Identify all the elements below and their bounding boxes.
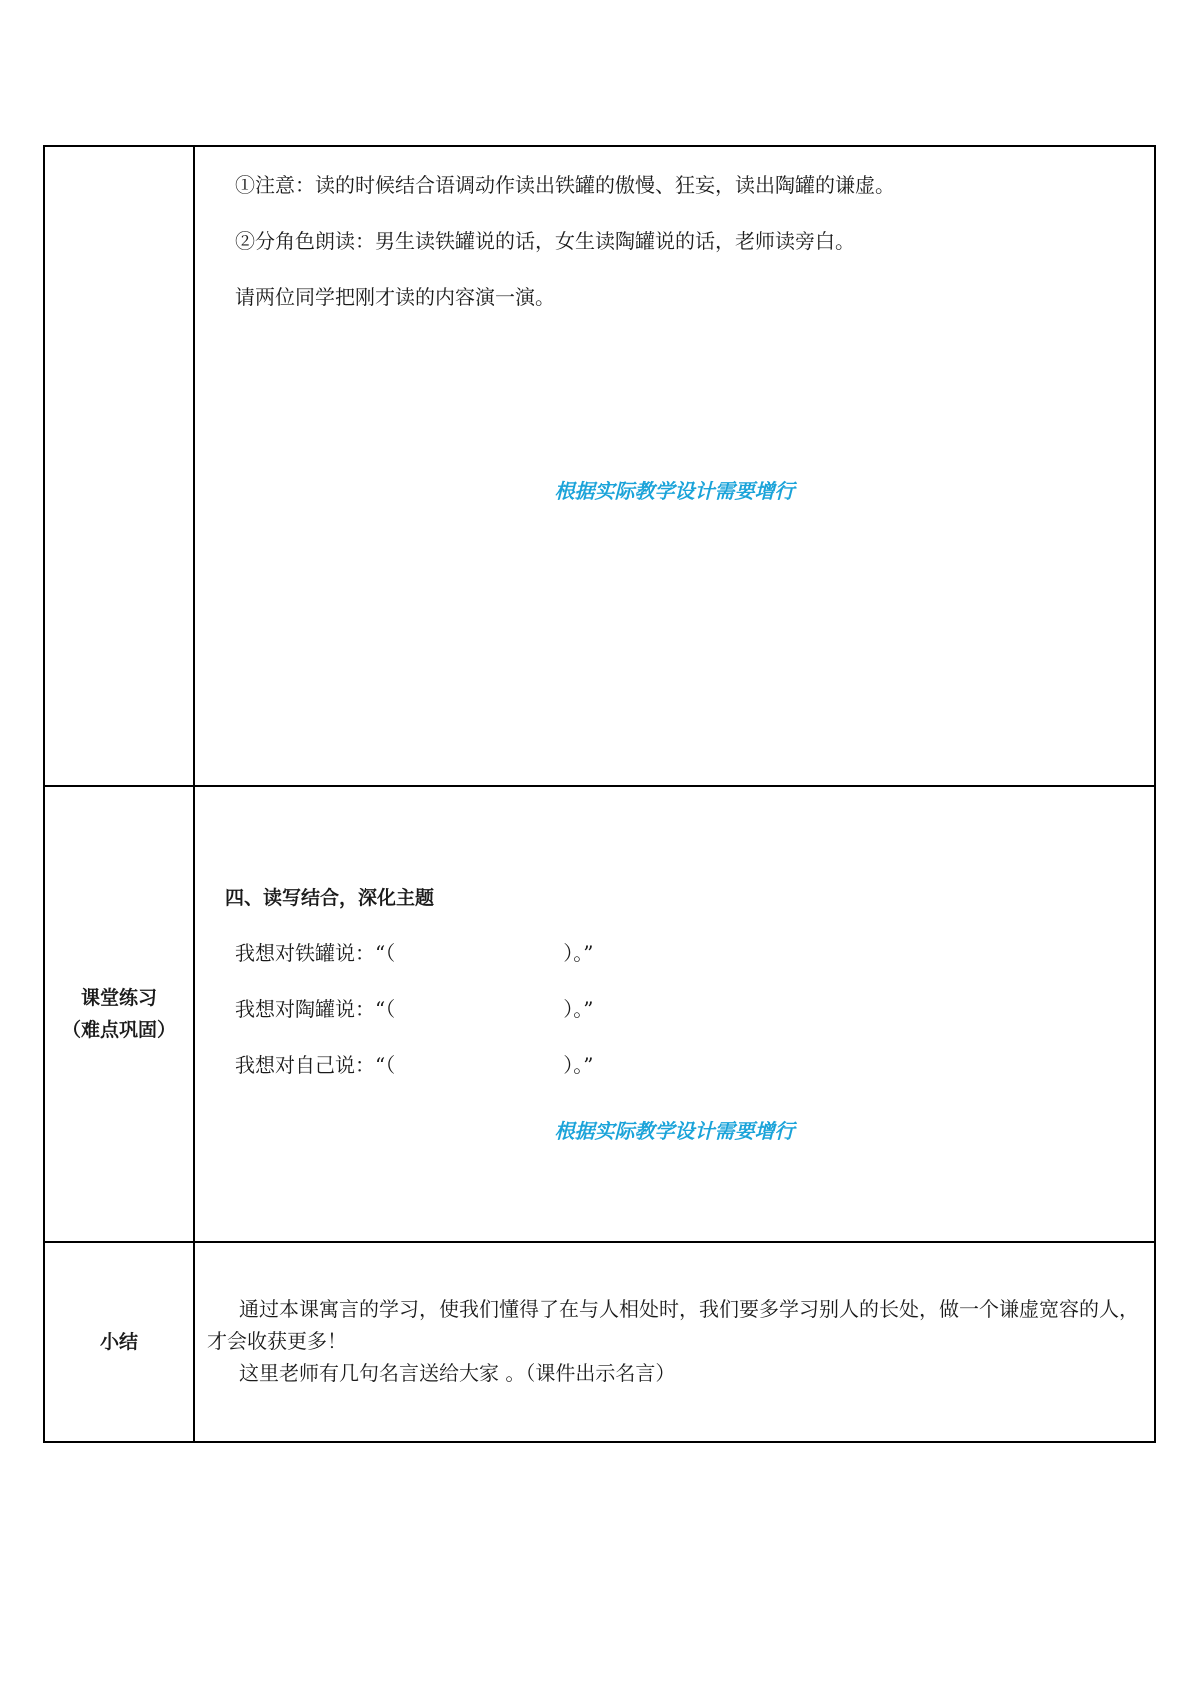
- add-rows-note: 根据实际教学设计需要增行: [554, 479, 795, 503]
- practice-label: 课堂练习: [80, 987, 157, 1009]
- section-heading: 四、读写结合，深化主题: [225, 887, 435, 909]
- row-label-summary: [44, 1242, 194, 1442]
- reading-instruction-2: ②分角色朗读：男生读铁罐说的话，女生读陶罐说的话，老师读旁白。: [235, 229, 855, 253]
- blank-prefix: 我想对铁罐说：“（: [235, 941, 396, 965]
- blank-prefix: 我想对自己说：“（: [235, 1053, 396, 1077]
- summary-content-cell: [194, 1242, 1155, 1442]
- practice-sublabel: （难点巩固）: [61, 1019, 176, 1041]
- table-row: [44, 1242, 1155, 1442]
- add-rows-note: 根据实际教学设计需要增行: [554, 1119, 795, 1143]
- row-label-practice: [44, 786, 194, 1242]
- reading-instruction-1: ①注意：读的时候结合语调动作读出铁罐的傲慢、狂妄，读出陶罐的谦虚。: [235, 173, 895, 197]
- reading-instruction-3: 请两位同学把刚才读的内容演一演。: [235, 285, 555, 309]
- summary-paragraph: 通过本课寓言的学习，使我们懂得了在与人相处时，我们要多学习别人的长处，做一个谦虚宽容的人，才会收获更多！: [207, 1297, 1139, 1353]
- fill-blank-line: [235, 993, 593, 1022]
- table-row: [44, 146, 1155, 786]
- reading-content-cell: [194, 146, 1155, 786]
- practice-content-cell: [194, 786, 1155, 1242]
- lesson-plan-table: [43, 145, 1156, 1443]
- blank-suffix: ）。”: [563, 997, 594, 1021]
- blank-prefix: 我想对陶罐说：“（: [235, 997, 396, 1021]
- summary-paragraph: 这里老师有几句名言送给大家 。（课件出示名言）: [239, 1361, 676, 1385]
- summary-text: [207, 1293, 1146, 1389]
- row-label-empty: [44, 146, 194, 786]
- fill-blank-line: [235, 937, 593, 966]
- blank-suffix: ）。”: [563, 1053, 594, 1077]
- table-row: [44, 786, 1155, 1242]
- blank-suffix: ）。”: [563, 941, 594, 965]
- summary-label: 小结: [99, 1331, 138, 1353]
- fill-blank-line: [235, 1049, 593, 1078]
